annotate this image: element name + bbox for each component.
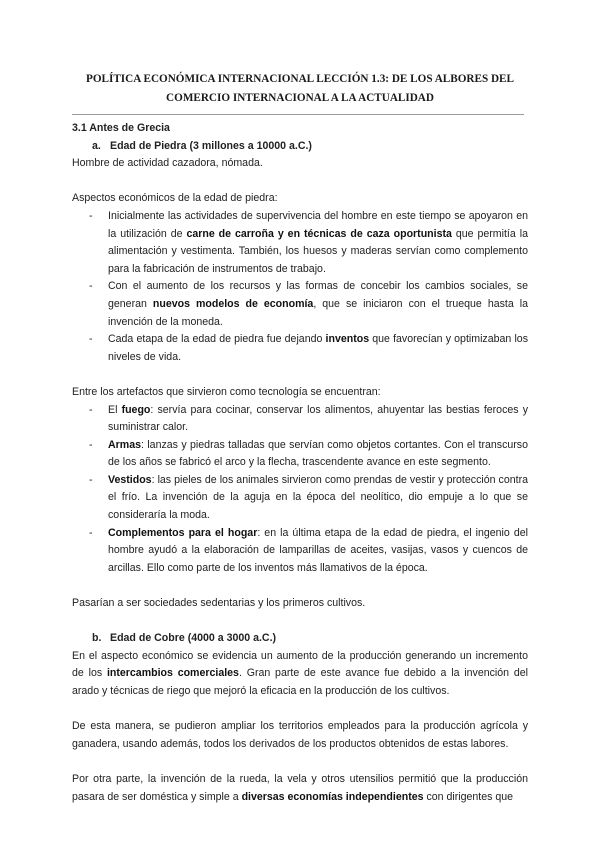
section-heading: 3.1 Antes de Grecia (72, 122, 170, 134)
title-divider (72, 114, 524, 115)
list-item: - Cada etapa de la edad de piedra fue dejando inventos que favorecían y optimizaban los niveles de vida. (89, 333, 528, 363)
dash-bullet: - (89, 473, 93, 486)
bold-term: Vestidos (108, 473, 152, 486)
bold-term: intercambios comerciales (106, 667, 239, 680)
subsection-heading-b (72, 630, 528, 648)
paragraph-copper: En el aspecto económico se evidencia un aumento de la producción generando un incremento de los intercambios comerciales. Gran parte de este avance fue debido a la invención del arado y técnicas de riego que mejoró la eficacia en la producción de los cultivos. (72, 649, 529, 697)
subsection-heading-a (72, 138, 528, 156)
title-line-1: POLÍTICA ECONÓMICA INTERNACIONAL LECCIÓN 1.3: DE LOS ALBORES DEL (85, 73, 514, 85)
list-item: - Inicialmente las actividades de supervivencia del hombre en este tiempo se apoyaron en la utilización de carne de carroña y en técnicas de caza oportunista que permitía la alimentación y vestimenta. También, los huesos y maderas servían como complemento para la fabricación de instrumentos de trabajo. (89, 209, 528, 275)
bold-term: Complementos para el hogar (108, 526, 258, 539)
paragraph-hunter: Hombre de actividad cazadora, nómada. (72, 157, 263, 170)
bold-term: diversas economías independientes (241, 790, 424, 803)
subsection-label: Edad de Cobre (4000 a 3000 a.C.) (110, 632, 277, 645)
bold-term: inventos (325, 333, 370, 346)
list-item: - El fuego: servía para cocinar, conservar los alimentos, ahuyentar las bestias feroces y suministrar calor. (89, 403, 528, 434)
dash-bullet: - (89, 403, 93, 416)
dash-bullet: - (89, 438, 93, 451)
subsection-marker: b. (92, 632, 102, 645)
document-body (72, 120, 528, 806)
aspects-list (72, 208, 528, 366)
list-item: - Complementos para el hogar: en la última etapa de la edad de piedra, el ingenio del hombre ayudó a la elaboración de lamparillas de aceites, vasijas, vasos y cuencos de arcillas. Ello como parte de los inventos más llamativos de la época. (89, 526, 528, 574)
paragraph-sedentary: Pasarían a ser sociedades sedentarias y los primeros cultivos. (72, 597, 366, 610)
bold-term: Armas (108, 438, 141, 451)
subsection-marker: a. (92, 139, 101, 152)
list-item: - Con el aumento de los recursos y las formas de concebir los cambios sociales, se generan nuevos modelos de economía, que se iniciaron con el trueque hasta la invención de la moneda. (89, 280, 528, 328)
bold-term: nuevos modelos de economía (152, 297, 314, 310)
dash-bullet: - (89, 209, 93, 222)
bold-term: carne de carroña y en técnicas de caza oportunista (186, 227, 452, 240)
list-item: - Vestidos: las pieles de los animales sirvieron como prendas de vestir y protección contra el frío. La invención de la aguja en la época del neolítico, dio empuje a lo que se consideraría la moda. (89, 473, 528, 522)
dash-bullet: - (89, 280, 93, 293)
paragraph-territories: De esta manera, se pudieron ampliar los territorios empleados para la producción agrícola y ganadera, usando además, todos los derivados de los productos obtenidos de estas labores. (72, 720, 528, 750)
dash-bullet: - (89, 526, 93, 539)
document-title (72, 70, 528, 108)
list-item: - Armas: lanzas y piedras talladas que servían como objetos cortantes. Con el transcurso de los años se fabricó el arco y la flecha, trascendente avance en este segmento. (89, 438, 528, 469)
bold-term: fuego (121, 403, 151, 416)
paragraph-wheel: Por otra parte, la invención de la rueda, la vela y otros utensilios permitió que la producción pasara de ser doméstica y simple a diversas economías independientes con dirigentes que (72, 772, 528, 803)
subsection-label: Edad de Piedra (3 millones a 10000 a.C.) (110, 139, 312, 152)
paragraph-artefacts-intro: Entre los artefactos que sirvieron como tecnología se encuentran: (72, 385, 381, 398)
dash-bullet: - (89, 333, 93, 346)
paragraph-aspects-intro: Aspectos económicos de la edad de piedra: (72, 192, 278, 205)
title-line-2: COMERCIO INTERNACIONAL A LA ACTUALIDAD (166, 92, 434, 104)
artefacts-list (72, 402, 528, 578)
